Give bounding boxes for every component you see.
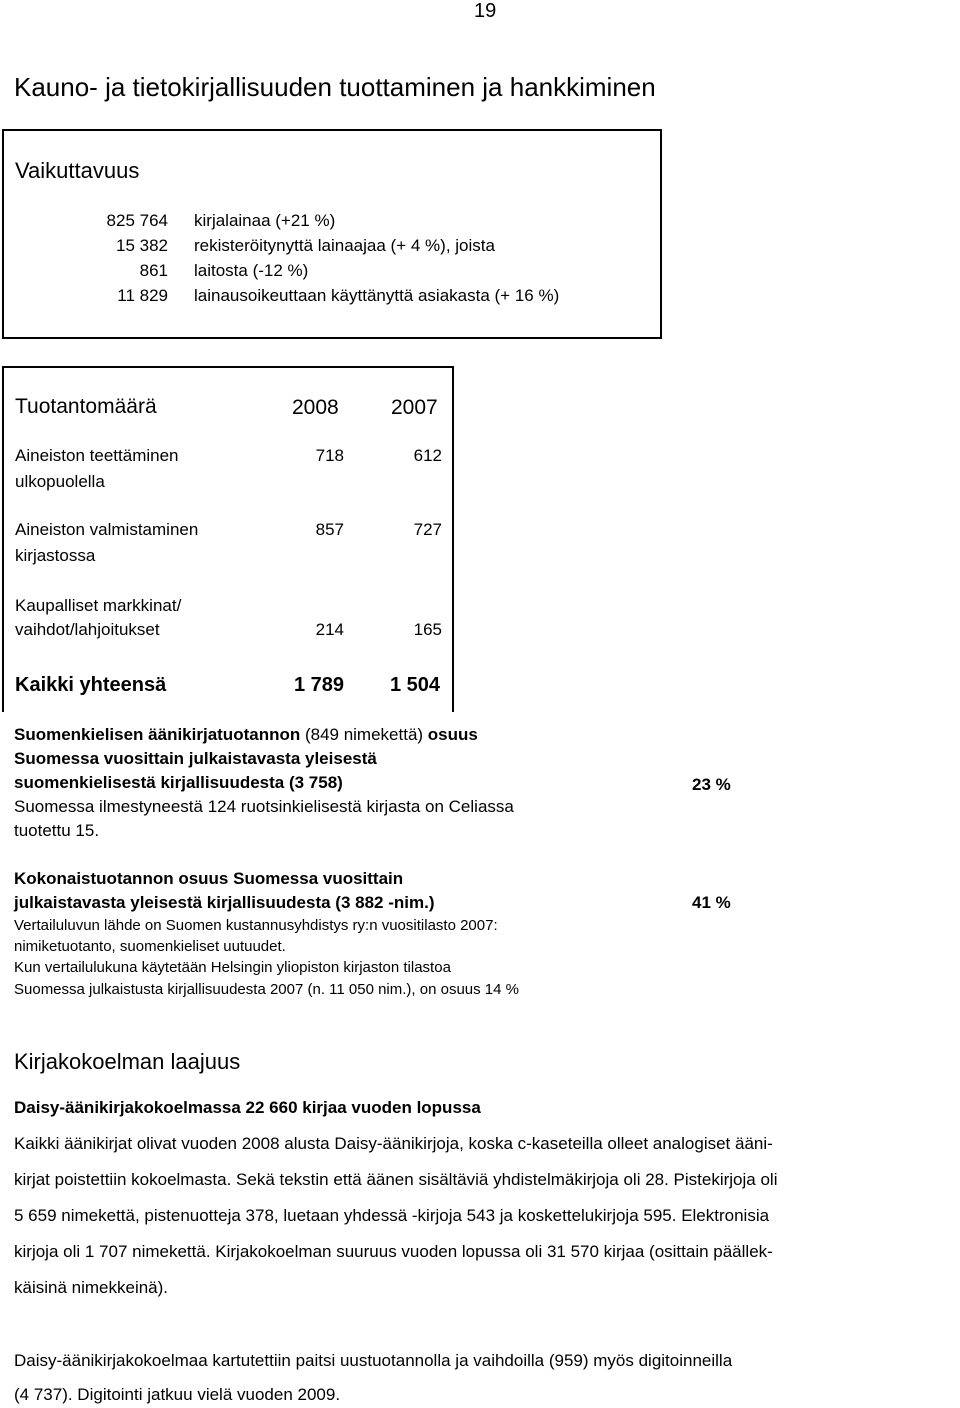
- row-label: vaihdot/lahjoitukset: [15, 620, 160, 639]
- production-title: Tuotantomäärä: [15, 395, 157, 418]
- share1-bold-text: Suomenkielisen äänikirjatuotannon: [14, 725, 301, 744]
- page-title: Kauno- ja tietokirjallisuuden tuottaminen ja hankkiminen: [14, 72, 656, 102]
- share2-note: nimiketuotanto, suomenkieliset uutuudet.: [14, 938, 286, 955]
- share1-line2: Suomessa vuosittain julkaistavasta yleisestä: [14, 749, 377, 768]
- row-label: kirjastossa: [15, 546, 96, 565]
- stat-value: 11 829: [117, 286, 168, 305]
- paragraph-line: Daisy-äänikirjakokoelmaa kartutettiin paitsi uustuotannolla ja vaihdoilla (959) myös digitoinneilla: [14, 1351, 733, 1370]
- share1-bold-text-2: osuus: [427, 725, 478, 744]
- share2-note: Vertailuluvun lähde on Suomen kustannusyhdistys ry:n vuositilasto 2007:: [14, 917, 498, 934]
- share1-line3: suomenkielisestä kirjallisuudesta (3 758): [14, 773, 343, 792]
- share2-percent: 41 %: [692, 893, 731, 912]
- column-header-2007: 2007: [391, 396, 438, 419]
- share1-line5: tuotettu 15.: [14, 821, 100, 840]
- share2-note: Kun vertailulukuna käytetään Helsingin yliopiston kirjaston tilastoa: [14, 959, 451, 976]
- share1-percent: 23 %: [692, 775, 731, 794]
- share1-line1: [14, 725, 478, 745]
- page-number: 19: [474, 0, 497, 22]
- paragraph-line: kirjoja oli 1 707 nimekettä. Kirjakokoelman suuruus vuoden lopussa oli 31 570 kirjaa (osittain päällek-: [14, 1242, 773, 1261]
- stat-value: 825 764: [106, 211, 168, 230]
- collection-subheading: Daisy-äänikirjakokoelmassa 22 660 kirjaa vuoden lopussa: [14, 1098, 481, 1117]
- row-label: Kaupalliset markkinat/: [15, 596, 182, 615]
- share2-note: Suomessa julkaistusta kirjallisuudesta 2007 (n. 11 050 nim.), on osuus 14 %: [14, 981, 519, 998]
- effectiveness-title: Vaikuttavuus: [15, 158, 140, 183]
- value-2008: 718: [315, 446, 344, 465]
- share2-line1: Kokonaistuotannon osuus Suomessa vuosittain: [14, 869, 404, 888]
- column-header-2008: 2008: [292, 396, 339, 419]
- paragraph-line: 5 659 nimekettä, pistenuotteja 378, luetaan yhdessä -kirjoja 543 ja koskettelukirjoja 595. Elektronisia: [14, 1206, 770, 1225]
- value-2007: 612: [413, 446, 442, 465]
- stat-value: 15 382: [116, 236, 168, 255]
- paragraph-line: (4 737). Digitointi jatkuu vielä vuoden 2009.: [14, 1385, 341, 1404]
- row-label: Aineiston teettäminen: [15, 446, 179, 465]
- value-2007: 727: [413, 520, 442, 539]
- total-label: Kaikki yhteensä: [15, 674, 167, 696]
- stat-label: kirjalainaa (+21 %): [194, 211, 336, 230]
- share1-normal-text: (849 nimekettä): [300, 725, 428, 744]
- paragraph-line: käisinä nimekkeinä).: [14, 1278, 169, 1297]
- stat-label: rekisteröitynyttä lainaajaa (+ 4 %), joista: [194, 236, 495, 255]
- row-label: Aineiston valmistaminen: [15, 520, 199, 539]
- share1-line4: Suomessa ilmestyneestä 124 ruotsinkielisestä kirjasta on Celiassa: [14, 797, 514, 816]
- total-2008: 1 789: [293, 674, 344, 696]
- paragraph-line: kirjat poistettiin kokoelmasta. Sekä tekstin että äänen sisältäviä yhdistelmäkirjoja oli 28. Pistekirjoja oli: [14, 1170, 778, 1189]
- collection-heading: Kirjakokoelman laajuus: [14, 1049, 241, 1074]
- stat-label: lainausoikeuttaan käyttänyttä asiakasta (+ 16 %): [194, 286, 560, 305]
- total-2007: 1 504: [389, 674, 440, 696]
- value-2007: 165: [413, 620, 442, 639]
- paragraph-line: Kaikki äänikirjat olivat vuoden 2008 alusta Daisy-äänikirjoja, koska c-kaseteilla olleet analogiset ääni-: [14, 1134, 773, 1153]
- value-2008: 857: [315, 520, 344, 539]
- stat-label: laitosta (-12 %): [194, 261, 309, 280]
- row-label: ulkopuolella: [15, 472, 105, 491]
- stat-value: 861: [139, 261, 168, 280]
- share2-line2: julkaistavasta yleisestä kirjallisuudesta (3 882 -nim.): [14, 893, 435, 912]
- value-2008: 214: [315, 620, 344, 639]
